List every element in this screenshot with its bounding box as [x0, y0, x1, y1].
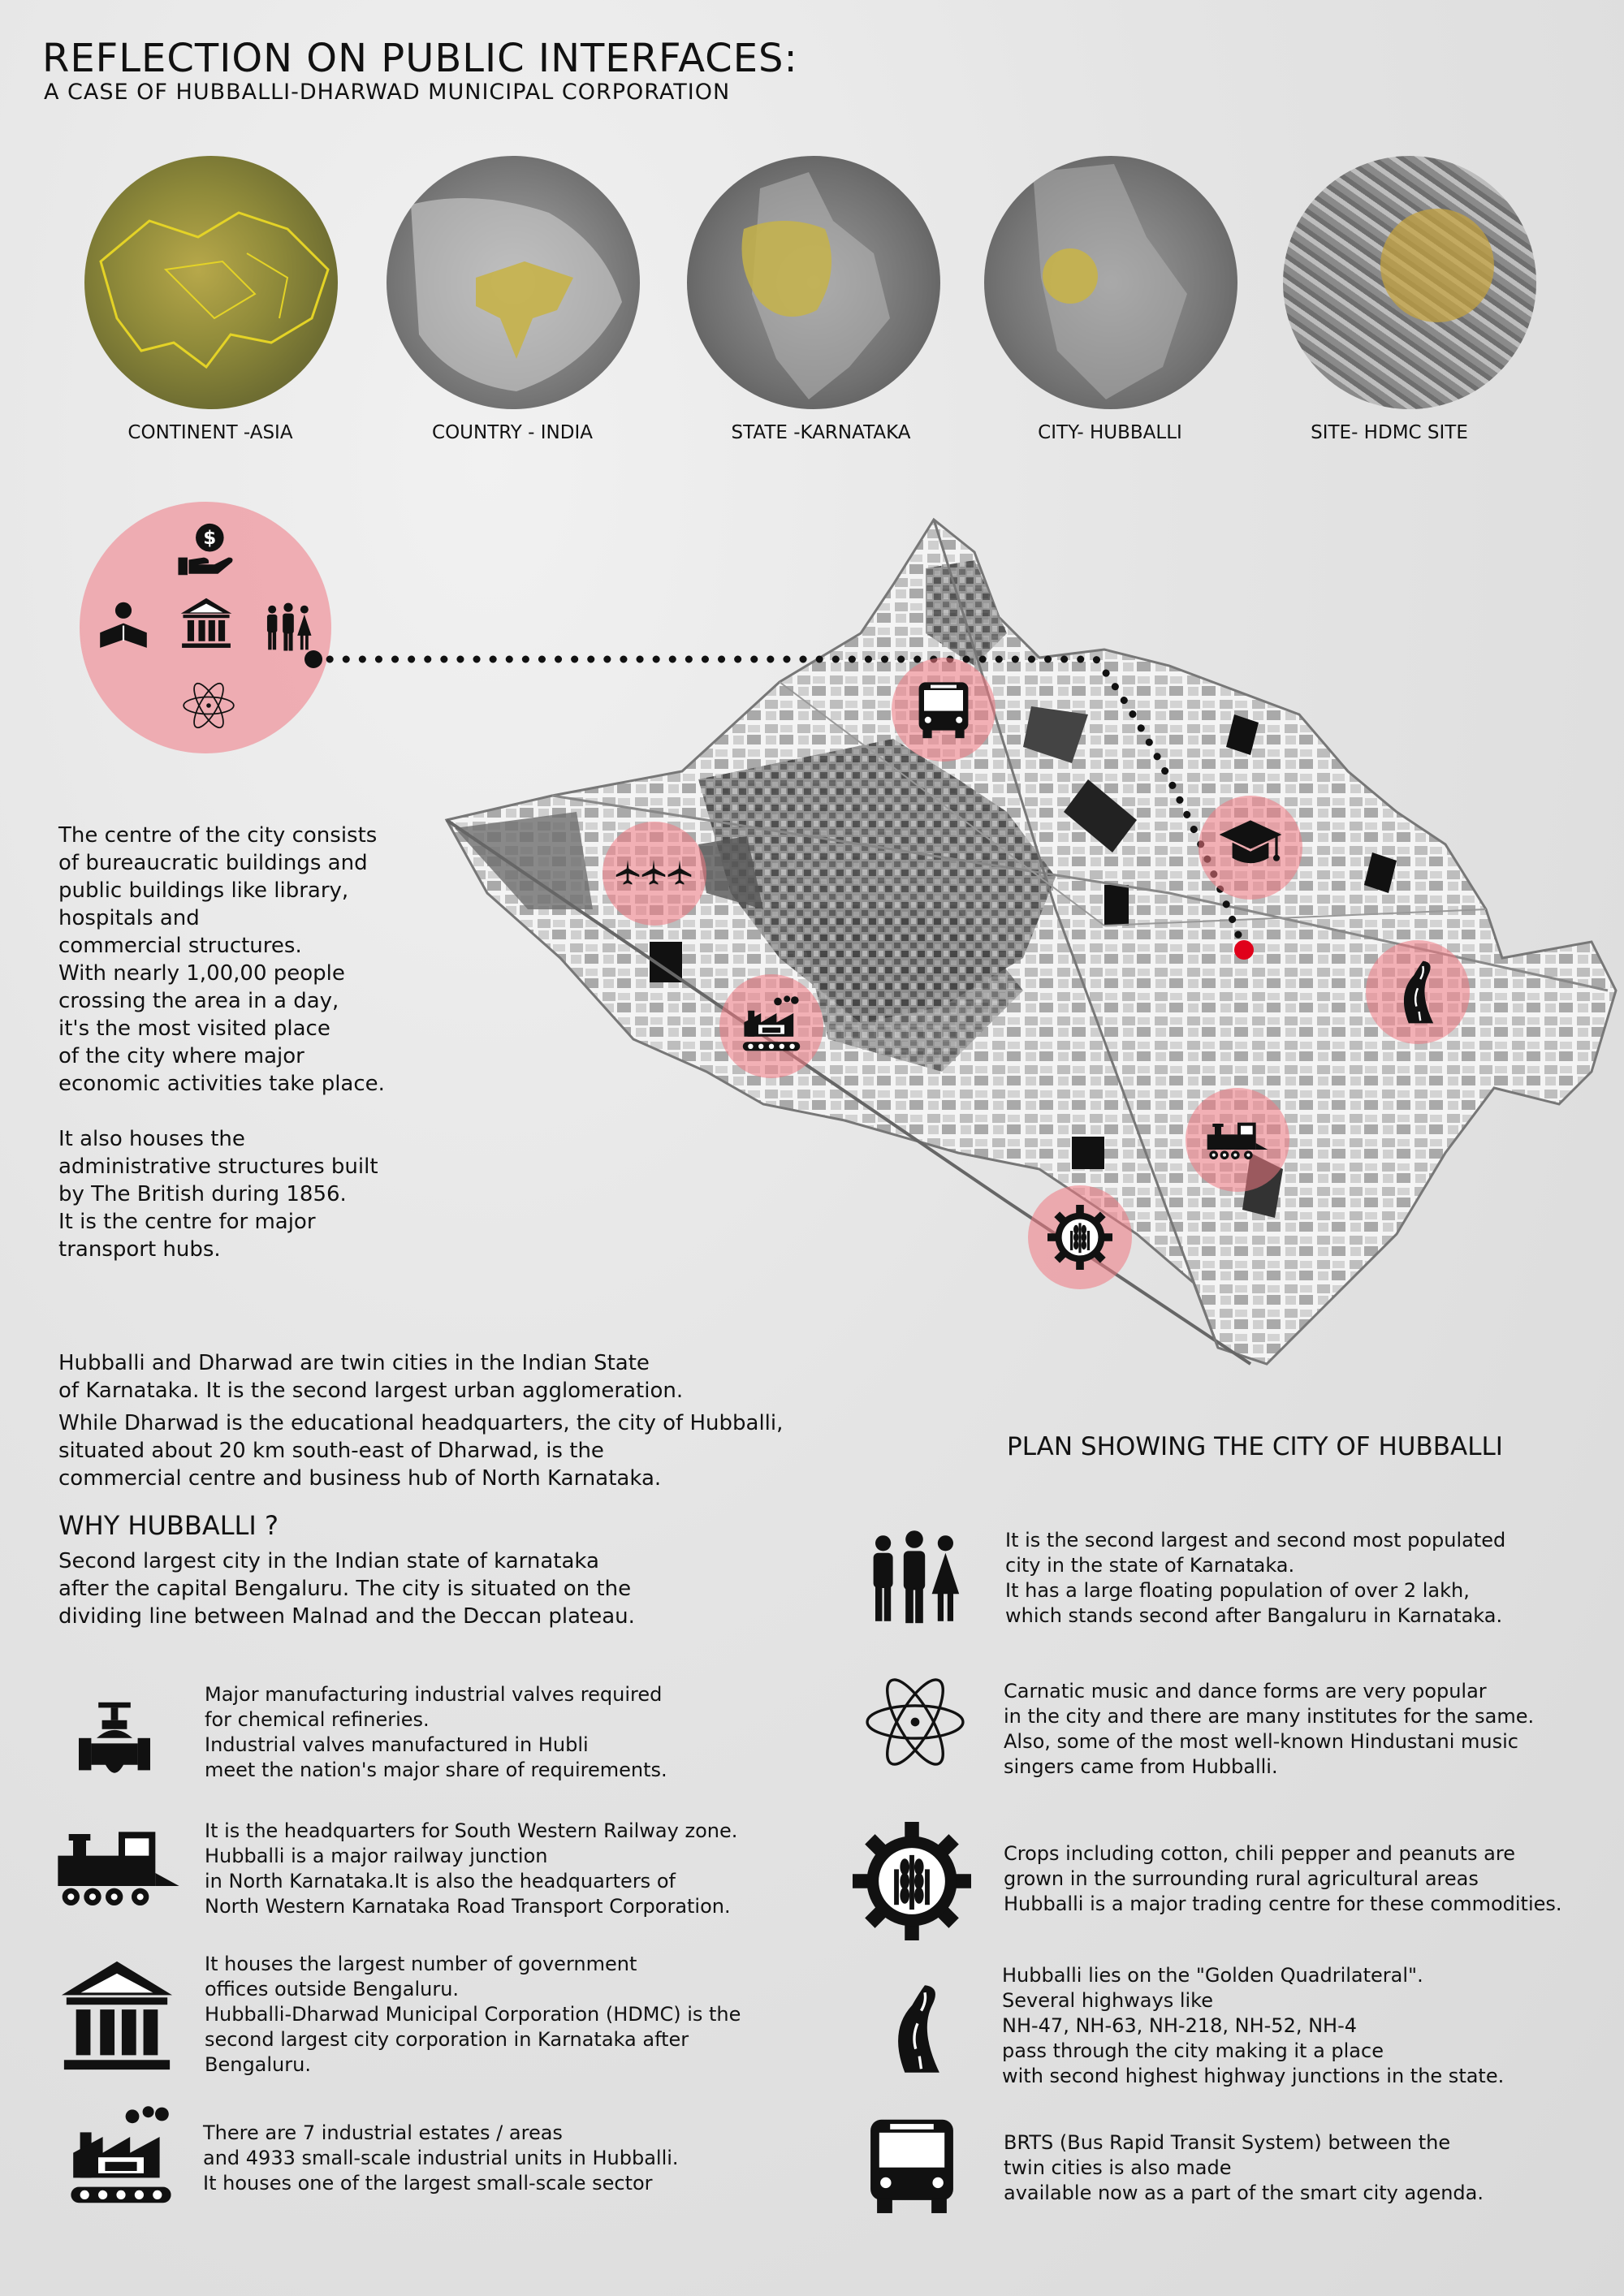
- text-line: situated about 20 km south-east of Dharwad, is the: [58, 1439, 604, 1463]
- india-map-icon: [387, 156, 640, 409]
- highway-icon: [1385, 960, 1450, 1025]
- text-line: Major manufacturing industrial valves required: [205, 1683, 663, 1706]
- text-line: twin cities is also made: [1004, 2156, 1232, 2179]
- train-icon: [1205, 1112, 1270, 1167]
- highway-icon: [872, 1979, 963, 2078]
- feature-industry: [203, 2121, 679, 2196]
- text-line: administrative structures built: [58, 1154, 378, 1179]
- text-line: Carnatic music and dance forms are very popular: [1004, 1680, 1487, 1703]
- map-pin-railway[interactable]: [1186, 1088, 1289, 1192]
- page-title: REFLECTION ON PUBLIC INTERFACES:: [42, 36, 798, 81]
- train-icon: [54, 1822, 184, 1911]
- bus-icon: [857, 2111, 966, 2220]
- text-line: The centre of the city consists: [58, 823, 378, 848]
- text-line: in North Karnataka.It is also the headquarters of: [205, 1870, 676, 1892]
- text-line: of bureaucratic buildings and: [58, 851, 368, 875]
- atom-icon: [861, 1668, 970, 1776]
- text-line: offices outside Bengaluru.: [205, 1978, 460, 2000]
- text-line: crossing the area in a day,: [58, 989, 339, 1013]
- text-line: It has a large floating population of over 2 lakh,: [1005, 1579, 1470, 1602]
- text-line: pass through the city making it a place: [1002, 2039, 1384, 2062]
- page-subtitle: A CASE OF HUBBALLI-DHARWAD MUNICIPAL CORPORATION: [44, 80, 731, 105]
- map-pin-education[interactable]: [1199, 796, 1302, 900]
- asia-map-icon: [84, 156, 338, 409]
- government-building-icon: [179, 596, 234, 651]
- text-line: Second largest city in the Indian state of karnataka: [58, 1549, 599, 1573]
- why-heading: WHY HUBBALLI ?: [58, 1510, 279, 1541]
- graduation-cap-icon: [1218, 815, 1283, 880]
- text-line: with second highest highway junctions in the state.: [1002, 2065, 1505, 2087]
- map-pin-highway[interactable]: [1366, 940, 1470, 1044]
- text-line: Hubballi and Dharwad are twin cities in the Indian State: [58, 1351, 650, 1375]
- text-line: of the city where major: [58, 1044, 304, 1068]
- map-pin-agriculture[interactable]: [1028, 1185, 1132, 1289]
- text-line: dividing line between Malnad and the Deccan plateau.: [58, 1604, 635, 1629]
- text-line: by The British during 1856.: [58, 1182, 347, 1206]
- government-building-icon: [57, 1957, 177, 2077]
- text-line: There are 7 industrial estates / areas: [203, 2121, 563, 2144]
- hubballi-map-icon: [984, 156, 1237, 409]
- text-line: second largest city corporation in Karnataka after: [205, 2028, 689, 2051]
- agriculture-gear-icon: [1047, 1205, 1112, 1270]
- city-centre-functions-circle: [80, 502, 331, 753]
- why-text: [58, 1547, 635, 1630]
- text-line: While Dharwad is the educational headquarters, the city of Hubballi,: [58, 1411, 784, 1435]
- text-line: of Karnataka. It is the second largest urban agglomeration.: [58, 1379, 684, 1403]
- feature-railway: [205, 1819, 737, 1919]
- scale-label-state: STATE -KARNATAKA: [731, 422, 911, 443]
- scale-label-continent: CONTINENT -ASIA: [127, 422, 293, 443]
- people-icon: [866, 1528, 963, 1629]
- text-line: It also houses the: [58, 1127, 245, 1151]
- map-pin-bus[interactable]: [892, 658, 996, 762]
- text-line: Industrial valves manufactured in Hubli: [205, 1733, 589, 1756]
- text-line: Several highways like: [1002, 1989, 1213, 2012]
- centre-description-part-2: [58, 1125, 385, 1263]
- scale-label-city: CITY- HUBBALLI: [1038, 422, 1182, 443]
- text-line: With nearly 1,00,00 people: [58, 961, 345, 986]
- valve-icon: [70, 1695, 159, 1785]
- airplane-icon: [666, 848, 693, 896]
- text-line: Hubballi-Dharwad Municipal Corporation (HDMC) is the: [205, 2003, 741, 2026]
- text-line: It is the centre for major: [58, 1210, 316, 1234]
- scale-label-site: SITE- HDMC SITE: [1311, 422, 1468, 443]
- map-caption: PLAN SHOWING THE CITY OF HUBBALLI: [1007, 1432, 1503, 1461]
- map-pin-airport[interactable]: [603, 822, 706, 926]
- text-line: city in the state of Karnataka.: [1005, 1554, 1295, 1577]
- text-line: meet the nation's major share of requirements.: [205, 1759, 667, 1781]
- text-line: Also, some of the most well-known Hindustani music: [1004, 1730, 1518, 1753]
- text-line: Hubballi is a major railway junction: [205, 1845, 548, 1867]
- text-line: after the capital Bengaluru. The city is situated on the: [58, 1577, 632, 1601]
- agriculture-gear-icon: [853, 1822, 971, 1940]
- feature-music: [1004, 1679, 1534, 1780]
- atom-icon: [180, 677, 237, 734]
- text-line: available now as a part of the smart city agenda.: [1004, 2182, 1484, 2204]
- reading-icon: [94, 598, 153, 656]
- airplane-icon: [640, 848, 667, 896]
- text-line: commercial structures.: [58, 934, 302, 958]
- factory-icon: [60, 2103, 182, 2216]
- karnataka-map-icon: [687, 156, 940, 409]
- text-line: hospitals and: [58, 906, 200, 930]
- text-line: grown in the surrounding rural agricultural areas: [1004, 1867, 1479, 1890]
- feature-highways: [1002, 1963, 1504, 2089]
- dotted-connector-line: [300, 641, 1259, 966]
- text-line: Crops including cotton, chili pepper and peanuts are: [1004, 1842, 1515, 1865]
- text-line: Hubballi lies on the "Golden Quadrilateral".: [1002, 1964, 1423, 1987]
- feature-brts: [1004, 2130, 1484, 2206]
- text-line: NH-47, NH-63, NH-218, NH-52, NH-4: [1002, 2014, 1358, 2037]
- intro-text: [58, 1349, 783, 1492]
- text-line: economic activities take place.: [58, 1072, 385, 1096]
- centre-description: [58, 822, 385, 1263]
- map-pin-industry[interactable]: [719, 974, 823, 1078]
- feature-population: [1005, 1528, 1505, 1629]
- text-line: for chemical refineries.: [205, 1708, 430, 1731]
- text-line: It houses one of the largest small-scale sector: [203, 2172, 653, 2195]
- text-line: It houses the largest number of government: [205, 1953, 637, 1975]
- text-line: transport hubs.: [58, 1237, 221, 1262]
- factory-icon: [739, 994, 804, 1059]
- text-line: It is the second largest and second most populated: [1005, 1529, 1506, 1552]
- text-line: It is the headquarters for South Western Railway zone.: [205, 1819, 738, 1842]
- text-line: Bengaluru.: [205, 2053, 311, 2076]
- site-aerial-icon: [1283, 156, 1536, 409]
- centre-description-part-1: [58, 822, 385, 1098]
- text-line: Hubballi is a major trading centre for these commodities.: [1004, 1892, 1562, 1915]
- text-line: North Western Karnataka Road Transport Corporation.: [205, 1895, 731, 1918]
- text-line: BRTS (Bus Rapid Transit System) between the: [1004, 2131, 1451, 2154]
- text-line: public buildings like library,: [58, 878, 349, 903]
- text-line: commercial centre and business hub of North Karnataka.: [58, 1466, 662, 1491]
- feature-valves: [205, 1682, 667, 1783]
- text-line: which stands second after Bangaluru in Karnataka.: [1005, 1604, 1503, 1627]
- text-line: and 4933 small-scale industrial units in Hubballi.: [203, 2147, 679, 2169]
- feature-agriculture: [1004, 1841, 1562, 1917]
- bus-icon: [911, 677, 976, 742]
- text-line: singers came from Hubballi.: [1004, 1755, 1278, 1778]
- finance-icon: [177, 521, 235, 580]
- text-line: in the city and there are many institutes for the same.: [1004, 1705, 1535, 1728]
- feature-government: [205, 1952, 741, 2078]
- airplane-icon: [614, 848, 641, 896]
- scale-label-country: COUNTRY - INDIA: [432, 422, 593, 443]
- text-line: it's the most visited place: [58, 1016, 330, 1041]
